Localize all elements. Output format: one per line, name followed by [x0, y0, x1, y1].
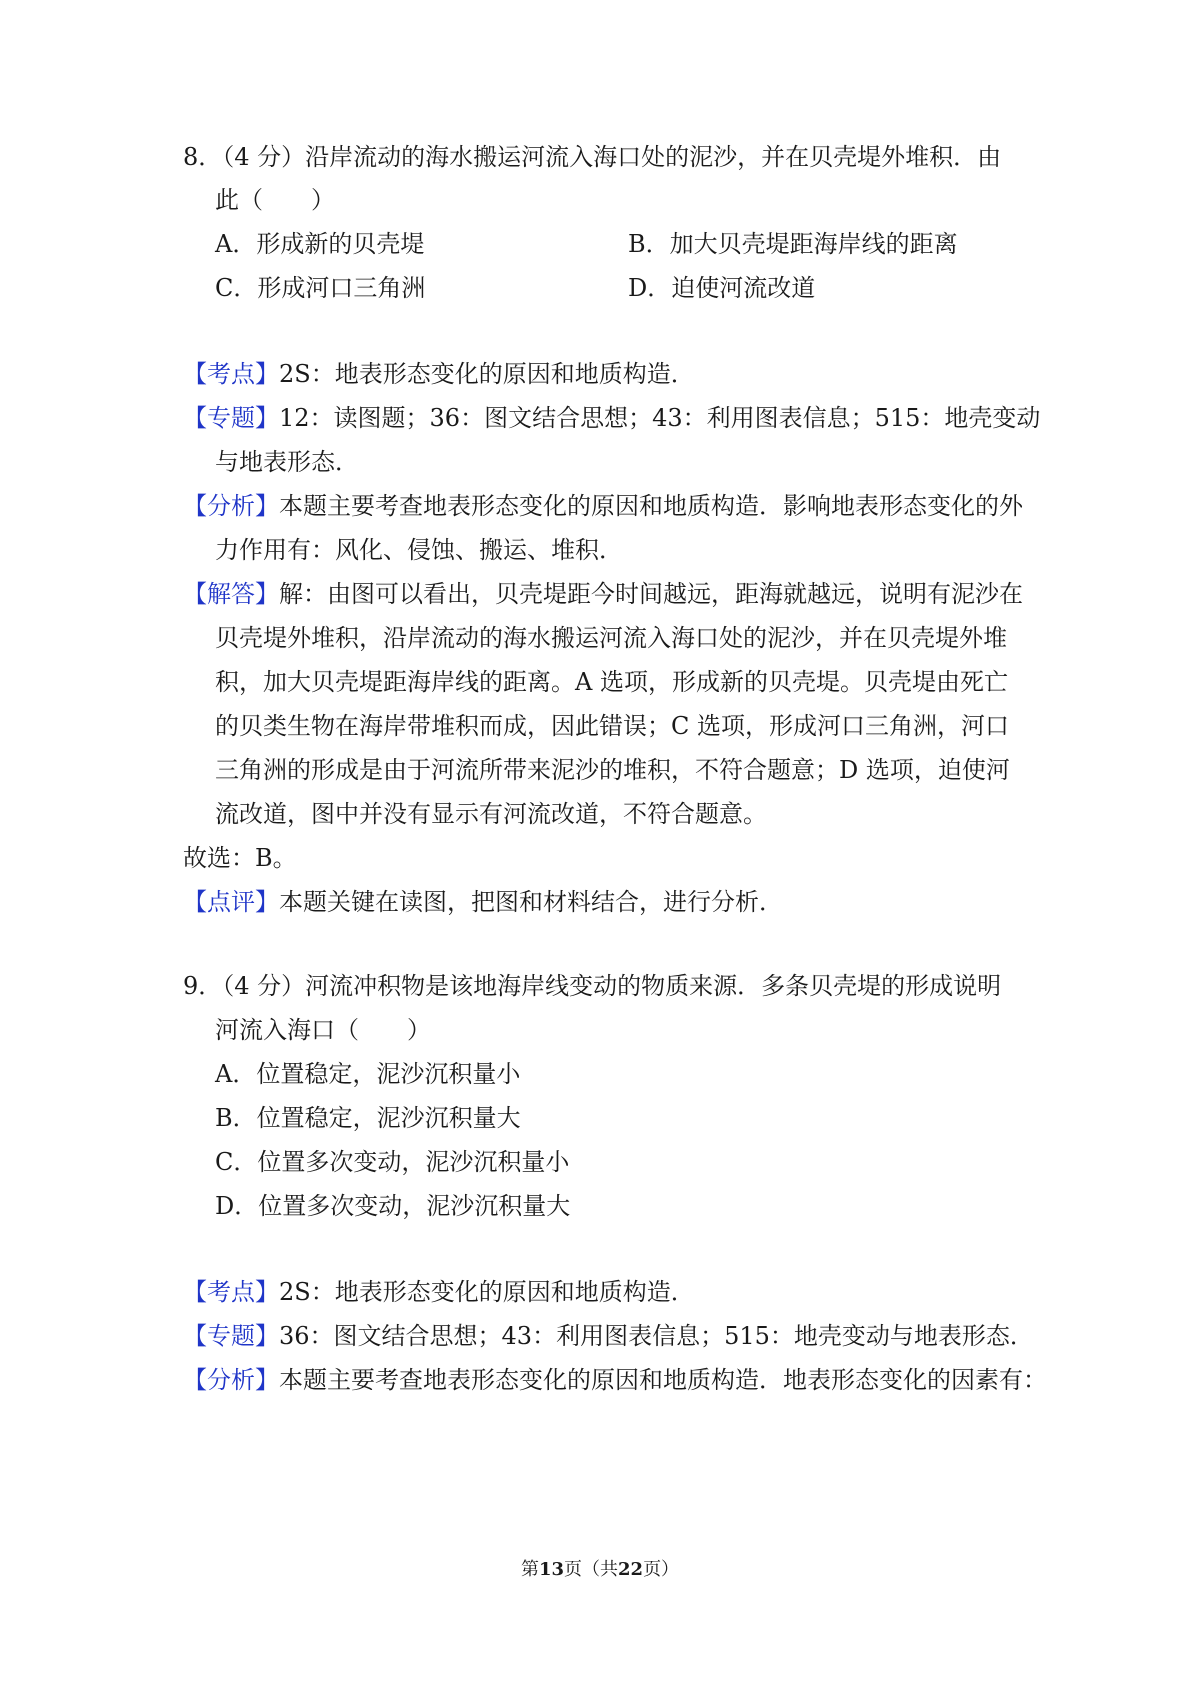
footer-prefix: 第 — [520, 1559, 539, 1580]
dianping-text: 本题关键在读图，把图和材料结合，进行分析． — [279, 888, 783, 916]
q8-stem-line-1: 8．（4 分）沿岸流动的海水搬运河流入海口处的泥沙，并在贝壳堤外堆积．由 — [183, 143, 1002, 171]
q8-dianping — [183, 886, 783, 918]
q8-jieda-line-4: 的贝类生物在海岸带堆积而成，因此错误；C 选项，形成河口三角洲，河口 — [215, 712, 1009, 740]
q9-stem-line-1: 9．（4 分）河流冲积物是该地海岸线变动的物质来源．多条贝壳堤的形成说明 — [183, 972, 1002, 1000]
page-footer — [0, 1558, 1200, 1582]
jieda-tag: 【解答】 — [183, 580, 279, 608]
footer-total-pages: 22 — [618, 1559, 644, 1580]
kaodian-tag: 【考点】 — [183, 1278, 279, 1306]
q8-zhuanti-line-1 — [183, 402, 1040, 434]
zhuanti-tag: 【专题】 — [183, 404, 279, 432]
q9-zhuanti — [183, 1320, 1034, 1352]
zhuanti-text: 36：图文结合思想；43：利用图表信息；515：地壳变动与地表形态． — [279, 1322, 1034, 1350]
q8-jieda-line-6: 流改道，图中并没有显示有河流改道，不符合题意。 — [215, 800, 767, 828]
q9-kaodian — [183, 1276, 695, 1308]
q8-zhuanti-line-2: 与地表形态． — [215, 448, 359, 476]
q9-option-b: B．位置稳定，泥沙沉积量大 — [215, 1104, 521, 1132]
fenxi-text: 本题主要考查地表形态变化的原因和地质构造．影响地表形态变化的外 — [279, 492, 1023, 520]
kaodian-text: 2S：地表形态变化的原因和地质构造． — [279, 1278, 695, 1306]
kaodian-tag: 【考点】 — [183, 360, 279, 388]
fenxi-tag: 【分析】 — [183, 492, 279, 520]
q8-jieda-line-5: 三角洲的形成是由于河流所带来泥沙的堆积，不符合题意；D 选项，迫使河 — [215, 756, 1010, 784]
footer-suffix: 页） — [643, 1559, 680, 1580]
q8-stem-line-2: 此（ ） — [215, 186, 335, 214]
q8-fenxi-line-2: 力作用有：风化、侵蚀、搬运、堆积． — [215, 536, 623, 564]
kaodian-text: 2S：地表形态变化的原因和地质构造． — [279, 360, 695, 388]
q9-stem-line-2: 河流入海口（ ） — [215, 1016, 431, 1044]
fenxi-tag: 【分析】 — [183, 1366, 279, 1394]
footer-page-number: 13 — [538, 1559, 564, 1580]
q9-fenxi — [183, 1364, 1047, 1396]
q8-jieda-line-2: 贝壳堤外堆积，沿岸流动的海水搬运河流入海口处的泥沙，并在贝壳堤外堆 — [215, 624, 1007, 652]
zhuanti-text: 12：读图题；36：图文结合思想；43：利用图表信息；515：地壳变动 — [279, 404, 1041, 432]
q8-option-b: B．加大贝壳堤距海岸线的距离 — [628, 230, 958, 258]
q8-jieda-line-3: 积，加大贝壳堤距海岸线的距离。A 选项，形成新的贝壳堤。贝壳堤由死亡 — [215, 668, 1008, 696]
q9-option-d: D．位置多次变动，泥沙沉积量大 — [215, 1192, 571, 1220]
zhuanti-tag: 【专题】 — [183, 1322, 279, 1350]
q8-fenxi-line-1 — [183, 490, 1023, 522]
footer-middle: 页（共 — [564, 1559, 618, 1580]
dianping-tag: 【点评】 — [183, 888, 279, 916]
q9-option-a: A．位置稳定，泥沙沉积量小 — [215, 1060, 521, 1088]
q8-option-d: D．迫使河流改道 — [628, 274, 816, 302]
jieda-text: 解：由图可以看出，贝壳堤距今时间越远，距海就越远，说明有泥沙在 — [279, 580, 1023, 608]
q8-kaodian — [183, 358, 695, 390]
fenxi-text: 本题主要考查地表形态变化的原因和地质构造．地表形态变化的因素有： — [279, 1366, 1047, 1394]
q9-option-c: C．位置多次变动，泥沙沉积量小 — [215, 1148, 570, 1176]
q8-answer: 故选：B。 — [183, 844, 297, 872]
q8-option-c: C．形成河口三角洲 — [215, 274, 426, 302]
q8-jieda-line-1 — [183, 578, 1023, 610]
q8-option-a: A．形成新的贝壳堤 — [215, 230, 425, 258]
